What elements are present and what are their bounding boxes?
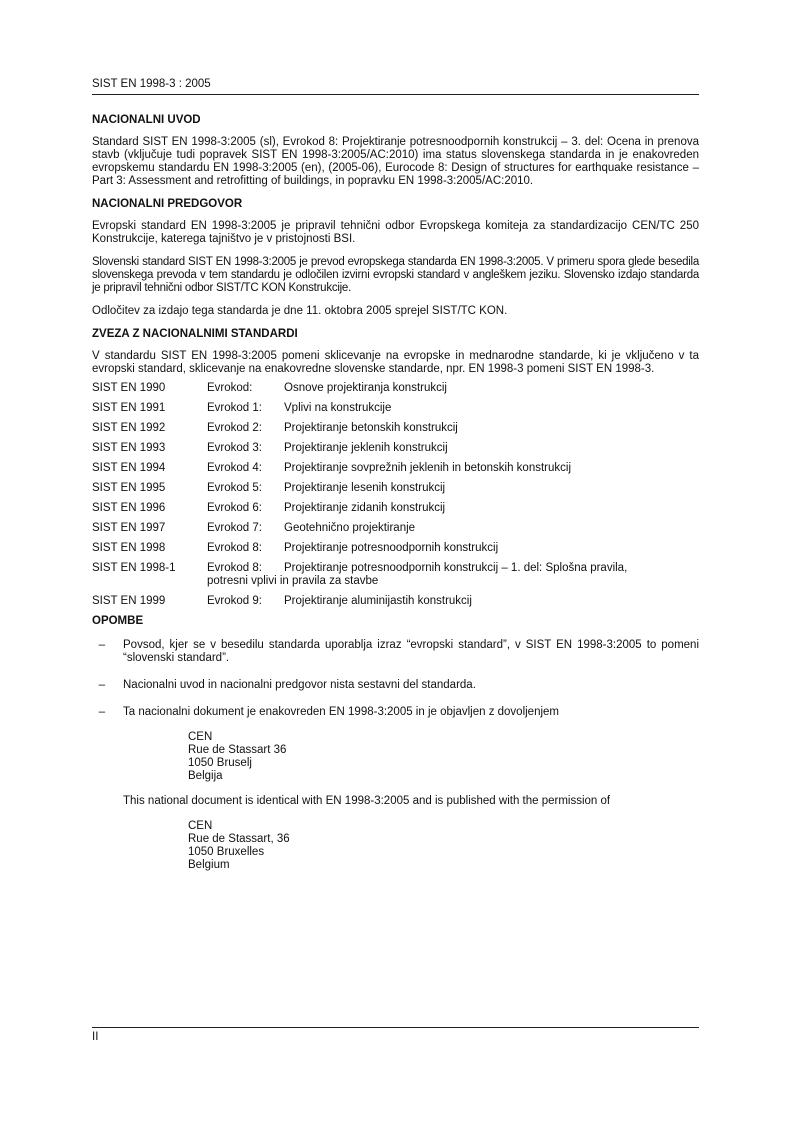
std-title: Projektiranje potresnoodpornih konstrukcij [284, 542, 499, 554]
eurocode-label: Evrokod: [207, 382, 253, 394]
std-number: SIST EN 1996 [92, 502, 166, 514]
address-line: CEN [188, 820, 213, 832]
running-header: SIST EN 1998-3 : 2005 [92, 78, 211, 90]
std-title: Projektiranje zidanih konstrukcij [284, 502, 446, 514]
section-title-zveza: ZVEZA Z NACIONALNIMI STANDARDI [92, 328, 298, 340]
eurocode-label: Evrokod 8: [207, 562, 262, 574]
eurocode-label: Evrokod 2: [207, 422, 262, 434]
std-title: Projektiranje lesenih konstrukcij [284, 482, 446, 494]
note-item [92, 679, 699, 692]
note-item [92, 639, 699, 665]
permission-statement-en: This national document is identical with EN 1998-3:2005 and is published with the permission of [123, 795, 611, 807]
section-title-uvod: NACIONALNI UVOD [92, 114, 201, 126]
standards-table [92, 382, 699, 608]
predgovor-paragraph-1: Evropski standard EN 1998-3:2005 je pripravil tehnični odbor Evropskega komiteja za standardizacijo CEN/TC 250 Konstrukcije, katerega tajništvo je v pristojnosti BSI. [92, 220, 699, 245]
dash-bullet: – [98, 639, 106, 651]
table-row-continuation [92, 575, 699, 588]
table-row [92, 502, 699, 515]
table-row [92, 422, 699, 435]
dash-bullet: – [98, 706, 106, 718]
std-number: SIST EN 1990 [92, 382, 166, 394]
eurocode-label: Evrokod 8: [207, 542, 262, 554]
section-title-predgovor: NACIONALNI PREDGOVOR [92, 198, 243, 210]
table-row [92, 402, 699, 415]
std-number: SIST EN 1991 [92, 402, 166, 414]
note-item [92, 706, 699, 719]
table-row [92, 595, 699, 608]
address-block-en [188, 820, 699, 872]
std-title: Projektiranje aluminijastih konstrukcij [284, 595, 472, 607]
eurocode-label: Evrokod 7: [207, 522, 262, 534]
std-number: SIST EN 1999 [92, 595, 166, 607]
address-line: Rue de Stassart 36 [188, 744, 287, 756]
table-row [92, 382, 699, 395]
std-number: SIST EN 1993 [92, 442, 166, 454]
uvod-paragraph: Standard SIST EN 1998-3:2005 (sl), Evrokod 8: Projektiranje potresnoodpornih konstrukcij – 3. del: Ocena in prenova stavb (vključuje tudi popravek SIST EN 1998-3:2005/AC:2010) ima status slovenskega standarda in je enakovreden evropskemu standardu EN 1998-3:2005 (en), (2005-06), Eurocode 8: Design of structures for earthquake resistance – Part 3: Assessment and retrofitting of buildings, in popravku EN 1998-3:2005/AC:2010. [92, 136, 699, 187]
address-line: 1050 Bruxelles [188, 846, 265, 858]
eurocode-label: Evrokod 5: [207, 482, 262, 494]
std-title: Osnove projektiranja konstrukcij [284, 382, 447, 394]
footer-rule [92, 1027, 699, 1028]
table-row [92, 542, 699, 555]
std-title: Projektiranje sovprežnih jeklenih in betonskih konstrukcij [284, 462, 572, 474]
dash-bullet: – [98, 679, 106, 691]
address-line: 1050 Bruselj [188, 757, 252, 769]
std-number: SIST EN 1992 [92, 422, 166, 434]
table-row [92, 522, 699, 535]
page-number: II [92, 1031, 99, 1043]
eurocode-label: Evrokod 4: [207, 462, 262, 474]
std-title-continuation: potresni vplivi in pravila za stavbe [207, 575, 379, 587]
predgovor-paragraph-3: Odločitev za izdajo tega standarda je dne 11. oktobra 2005 sprejel SIST/TC KON. [92, 305, 508, 317]
address-line: Rue de Stassart, 36 [188, 833, 290, 845]
std-title: Vplivi na konstrukcije [284, 402, 392, 414]
table-row [92, 442, 699, 455]
note-text: Povsod, kjer se v besedilu standarda uporablja izraz “evropski standard”, v SIST EN 1998-3:2005 to pomeni “slovenski standard”. [123, 639, 699, 664]
header-rule [92, 94, 699, 95]
predgovor-paragraph-2: Slovenski standard SIST EN 1998-3:2005 je prevod evropskega standarda EN 1998-3:2005. V primeru spora glede besedila slovenskega prevoda v tem standardu je odločilen izvirni evropski standard v angleškem jeziku. Slovensko izdajo standarda je pripravil tehnični odbor SIST/TC KON Konstrukcije. [92, 256, 699, 294]
table-row [92, 562, 699, 575]
std-number: SIST EN 1997 [92, 522, 166, 534]
eurocode-label: Evrokod 1: [207, 402, 262, 414]
std-number: SIST EN 1998 [92, 542, 166, 554]
std-title: Projektiranje betonskih konstrukcij [284, 422, 458, 434]
std-number: SIST EN 1994 [92, 462, 166, 474]
address-line: Belgium [188, 859, 230, 871]
std-number: SIST EN 1998-1 [92, 562, 176, 574]
std-title: Projektiranje jeklenih konstrukcij [284, 442, 448, 454]
note-text: Nacionalni uvod in nacionalni predgovor nista sestavni del standarda. [123, 679, 476, 691]
table-row [92, 462, 699, 475]
address-line: CEN [188, 731, 213, 743]
section-title-opombe: OPOMBE [92, 615, 144, 627]
eurocode-label: Evrokod 6: [207, 502, 262, 514]
eurocode-label: Evrokod 9: [207, 595, 262, 607]
address-block-sl [188, 731, 699, 783]
eurocode-label: Evrokod 3: [207, 442, 262, 454]
std-title: Projektiranje potresnoodpornih konstrukcij – 1. del: Splošna pravila, [284, 562, 628, 574]
page-content [92, 114, 699, 884]
std-number: SIST EN 1995 [92, 482, 166, 494]
zveza-intro: V standardu SIST EN 1998-3:2005 pomeni sklicevanje na evropske in mednarodne standarde, ki je vključeno v ta evropski standard, sklicevanje na enakovredne slovenske standarde, npr. EN 1998-3 pomeni SIST EN 1998-3. [92, 350, 699, 375]
table-row [92, 482, 699, 495]
note-text: Ta nacionalni dokument je enakovreden EN 1998-3:2005 in je objavljen z dovoljenjem [123, 706, 560, 718]
address-line: Belgija [188, 770, 223, 782]
std-title: Geotehnično projektiranje [284, 522, 416, 534]
